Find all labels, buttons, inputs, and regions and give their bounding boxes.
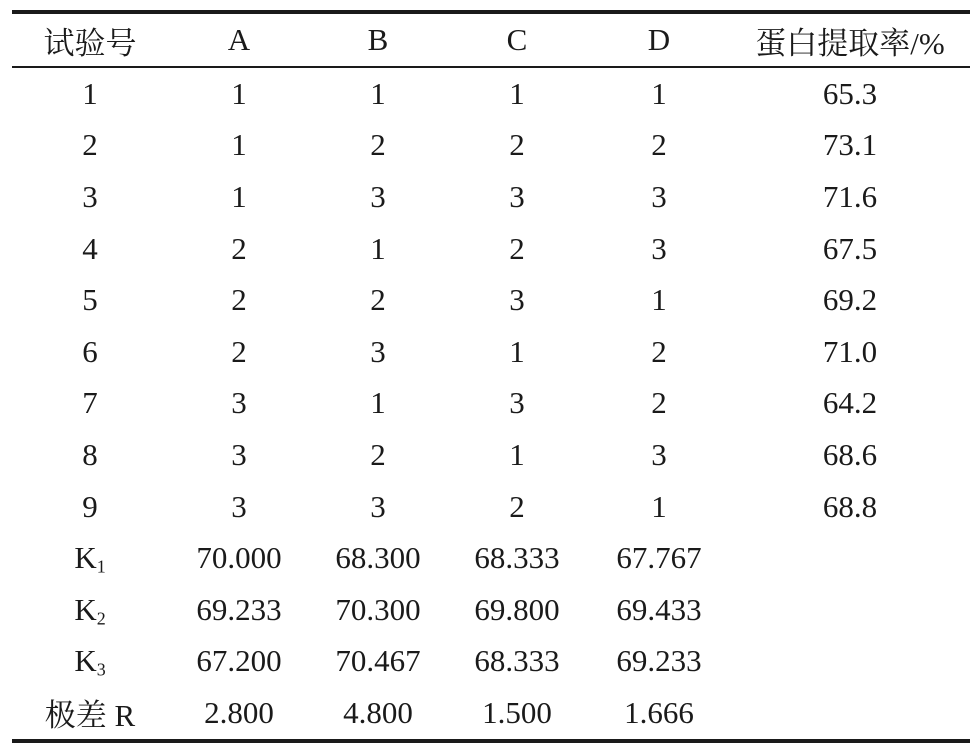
table-row [12, 429, 970, 481]
empty-cell [730, 687, 970, 741]
factor-d-cell: 2 [651, 333, 667, 369]
protein-yield-cell: 64.2 [822, 385, 878, 421]
k-letter: K [74, 591, 97, 627]
k-letter: K [74, 540, 97, 576]
factor-d-cell: 1 [651, 75, 667, 111]
factor-a-cell: 3 [231, 488, 247, 524]
k-value-a: 69.233 [196, 591, 282, 627]
factor-b-cell: 3 [370, 178, 386, 214]
trial-number-cell: 4 [82, 230, 98, 266]
factor-c-cell: 3 [509, 282, 525, 318]
factor-a-cell: 2 [231, 333, 247, 369]
factor-a-cell: 1 [231, 127, 247, 163]
factor-a-cell: 2 [231, 230, 247, 266]
factor-c-cell: 1 [509, 333, 525, 369]
k3-row [12, 636, 970, 688]
k-subscript: 3 [96, 659, 106, 680]
trial-number-cell: 6 [82, 333, 98, 369]
factor-d-cell: 2 [651, 127, 667, 163]
range-value-a: 2.800 [204, 694, 274, 730]
protein-yield-cell: 73.1 [822, 127, 878, 163]
k-value-d: 69.233 [616, 643, 702, 679]
k-letter: K [74, 643, 97, 679]
factor-d-cell: 1 [651, 488, 667, 524]
range-row [12, 687, 970, 741]
table-row [12, 223, 970, 275]
factor-b-cell: 1 [370, 75, 386, 111]
trial-number-cell: 9 [82, 488, 98, 524]
range-value-b: 4.800 [343, 694, 413, 730]
k-value-b: 70.467 [335, 643, 421, 679]
empty-cell [730, 532, 970, 584]
factor-a-cell: 3 [231, 436, 247, 472]
factor-b-cell: 2 [370, 436, 386, 472]
trial-number-cell: 1 [82, 75, 98, 111]
range-value-d: 1.666 [624, 694, 694, 730]
k-subscript: 2 [96, 608, 106, 629]
protein-yield-cell: 69.2 [822, 282, 878, 318]
factor-b-cell: 3 [370, 333, 386, 369]
k-value-b: 68.300 [335, 540, 421, 576]
range-label: 极差 R [44, 698, 136, 734]
k-label [12, 636, 168, 688]
factor-d-cell: 3 [651, 178, 667, 214]
protein-yield-cell: 71.0 [822, 333, 878, 369]
header-protein-yield: 蛋白提取率/% [755, 25, 945, 61]
protein-yield-cell: 65.3 [822, 75, 878, 111]
factor-d-cell: 3 [651, 230, 667, 266]
factor-c-cell: 2 [509, 230, 525, 266]
table-row [12, 171, 970, 223]
protein-yield-cell: 68.8 [822, 488, 878, 524]
factor-b-cell: 3 [370, 488, 386, 524]
protein-yield-cell: 67.5 [822, 230, 878, 266]
header-factor-d: D [647, 22, 671, 57]
k-label [12, 532, 168, 584]
factor-c-cell: 1 [509, 436, 525, 472]
factor-b-cell: 2 [370, 282, 386, 318]
k1-row [12, 532, 970, 584]
k-value-a: 70.000 [196, 540, 282, 576]
table-row [12, 120, 970, 172]
header-factor-b: B [367, 22, 389, 57]
table-row [12, 67, 970, 120]
factor-a-cell: 3 [231, 385, 247, 421]
k-subscript: 1 [96, 556, 106, 577]
k-value-d: 69.433 [616, 591, 702, 627]
k-value-b: 70.300 [335, 591, 421, 627]
table-row [12, 274, 970, 326]
header-row [12, 12, 970, 67]
factor-a-cell: 2 [231, 282, 247, 318]
trial-number-cell: 3 [82, 178, 98, 214]
k-label [12, 584, 168, 636]
factor-b-cell: 1 [370, 385, 386, 421]
factor-c-cell: 3 [509, 385, 525, 421]
trial-number-cell: 2 [82, 127, 98, 163]
k-value-a: 67.200 [196, 643, 282, 679]
header-factor-a: A [227, 22, 251, 57]
range-value-c: 1.500 [482, 694, 552, 730]
table-row [12, 481, 970, 533]
factor-a-cell: 1 [231, 178, 247, 214]
table-row [12, 378, 970, 430]
factor-d-cell: 2 [651, 385, 667, 421]
orthogonal-test-table [12, 10, 970, 743]
table-row [12, 326, 970, 378]
protein-yield-cell: 68.6 [822, 436, 878, 472]
factor-d-cell: 1 [651, 282, 667, 318]
factor-c-cell: 2 [509, 127, 525, 163]
header-trial-number: 试验号 [43, 25, 137, 61]
factor-b-cell: 1 [370, 230, 386, 266]
factor-c-cell: 3 [509, 178, 525, 214]
trial-number-cell: 7 [82, 385, 98, 421]
trial-number-cell: 8 [82, 436, 98, 472]
empty-cell [730, 584, 970, 636]
protein-yield-cell: 71.6 [822, 178, 878, 214]
k-value-c: 69.800 [474, 591, 560, 627]
k2-row [12, 584, 970, 636]
factor-b-cell: 2 [370, 127, 386, 163]
trial-number-cell: 5 [82, 282, 98, 318]
k-value-c: 68.333 [474, 540, 560, 576]
factor-a-cell: 1 [231, 75, 247, 111]
header-factor-c: C [506, 22, 528, 57]
empty-cell [730, 636, 970, 688]
k-value-d: 67.767 [616, 540, 702, 576]
k-value-c: 68.333 [474, 643, 560, 679]
factor-c-cell: 1 [509, 75, 525, 111]
factor-c-cell: 2 [509, 488, 525, 524]
factor-d-cell: 3 [651, 436, 667, 472]
